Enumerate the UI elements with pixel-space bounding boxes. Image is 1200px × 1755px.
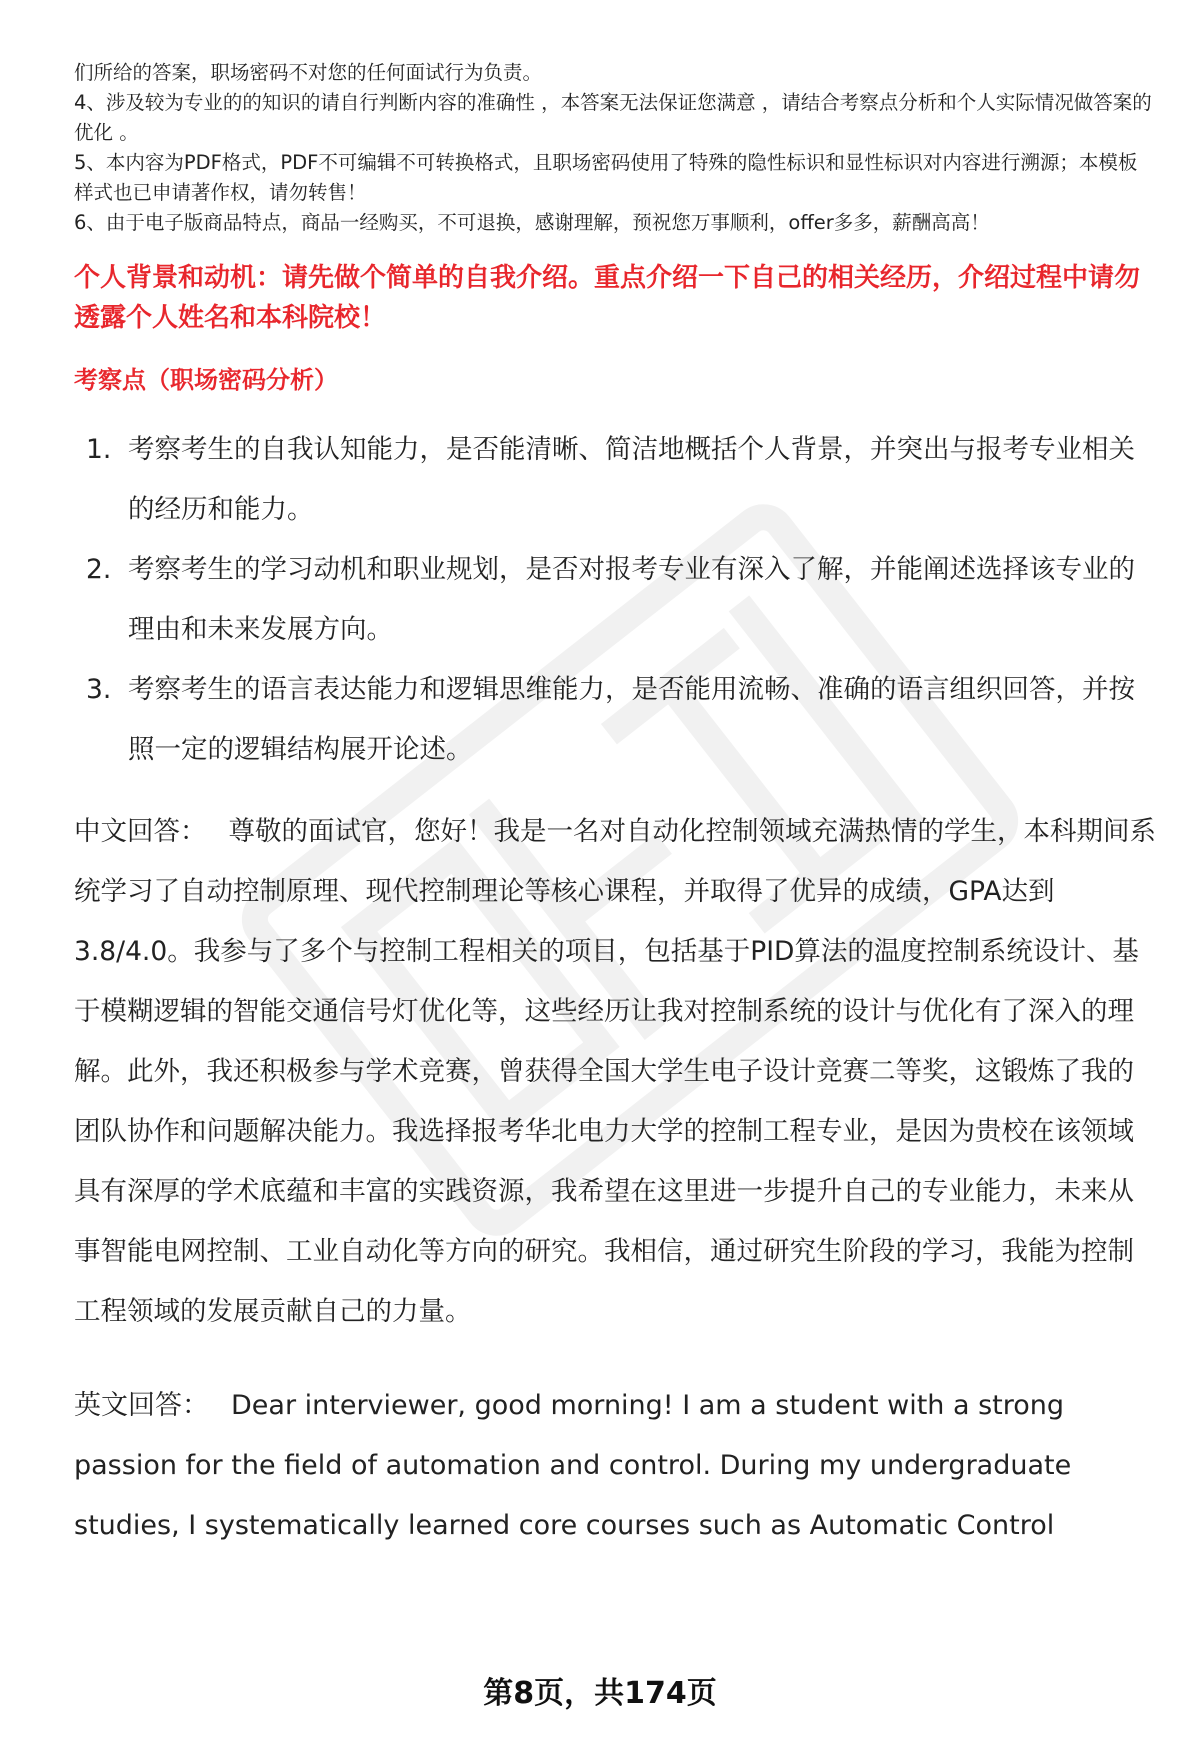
note-line: 4、涉及较为专业的的知识的请自行判断内容的准确性 ，本答案无法保证您满意 ，请结合考察点分析和个人实际情况做答案的优化 。	[74, 91, 1152, 144]
english-answer-label: 英文回答：	[74, 1390, 209, 1421]
point-text: 考察考生的学习动机和职业规划，是否对报考专业有深入了解，并能阐述选择该专业的理由和未来发展方向。	[128, 554, 1135, 645]
analysis-point	[74, 420, 1156, 540]
english-answer-text: Dear interviewer, good morning! I am a student with a strong passion for the field of automation and control. During my undergraduate studies, I systematically learned core courses such as Automatic Control	[74, 1390, 1072, 1541]
point-number: 1.	[86, 434, 112, 465]
chinese-answer	[74, 802, 1156, 1342]
note-line: 5、本内容为PDF格式，PDF不可编辑不可转换格式，且职场密码使用了特殊的隐性标识和显性标识对内容进行溯源；本模板样式也已申请著作权，请勿转售！	[74, 151, 1138, 204]
analysis-point	[74, 660, 1156, 780]
question-title: 个人背景和动机：请先做个简单的自我介绍。重点介绍一下自己的相关经历，介绍过程中请勿透露个人姓名和本科院校！	[74, 263, 1141, 333]
note-line: 6、由于电子版商品特点，商品一经购买，不可退换，感谢理解，预祝您万事顺利，offer多多，薪酬高高！	[74, 211, 990, 234]
disclaimer-notes	[74, 58, 1156, 238]
point-text: 考察考生的语言表达能力和逻辑思维能力，是否能用流畅、准确的语言组织回答，并按照一定的逻辑结构展开论述。	[128, 674, 1135, 765]
english-answer	[74, 1376, 1156, 1556]
point-number: 3.	[86, 674, 112, 705]
analysis-point	[74, 540, 1156, 660]
point-text: 考察考生的自我认知能力，是否能清晰、简洁地概括个人背景，并突出与报考专业相关的经历和能力。	[128, 434, 1135, 525]
note-line: 们所给的答案，职场密码不对您的任何面试行为负责。	[74, 61, 543, 84]
point-number: 2.	[86, 554, 112, 585]
analysis-title: 考察点（职场密码分析）	[74, 366, 338, 394]
page-content	[74, 58, 1156, 1556]
chinese-answer-label: 中文回答：	[74, 816, 207, 847]
chinese-answer-text: 尊敬的面试官，您好！我是一名对自动化控制领域充满热情的学生，本科期间系统学习了自动控制原理、现代控制理论等核心课程，并取得了优异的成绩，GPA达到3.8/4.0。我参与了多个与控制工程相关的项目，包括基于PID算法的温度控制系统设计、基于模糊逻辑的智能交通信号灯优化等，这些经历让我对控制系统的设计与优化有了深入的理解。此外，我还积极参与学术竞赛，曾获得全国大学生电子设计竞赛二等奖，这锻炼了我的团队协作和问题解决能力。我选择报考华北电力大学的控制工程专业，是因为贵校在该领域具有深厚的学术底蕴和丰富的实践资源，我希望在这里进一步提升自己的专业能力，未来从事智能电网控制、工业自动化等方向的研究。我相信，通过研究生阶段的学习，我能为控制工程领域的发展贡献自己的力量。	[74, 816, 1156, 1327]
analysis-points	[74, 420, 1156, 780]
page-number: 第8页，共174页	[483, 1676, 717, 1711]
